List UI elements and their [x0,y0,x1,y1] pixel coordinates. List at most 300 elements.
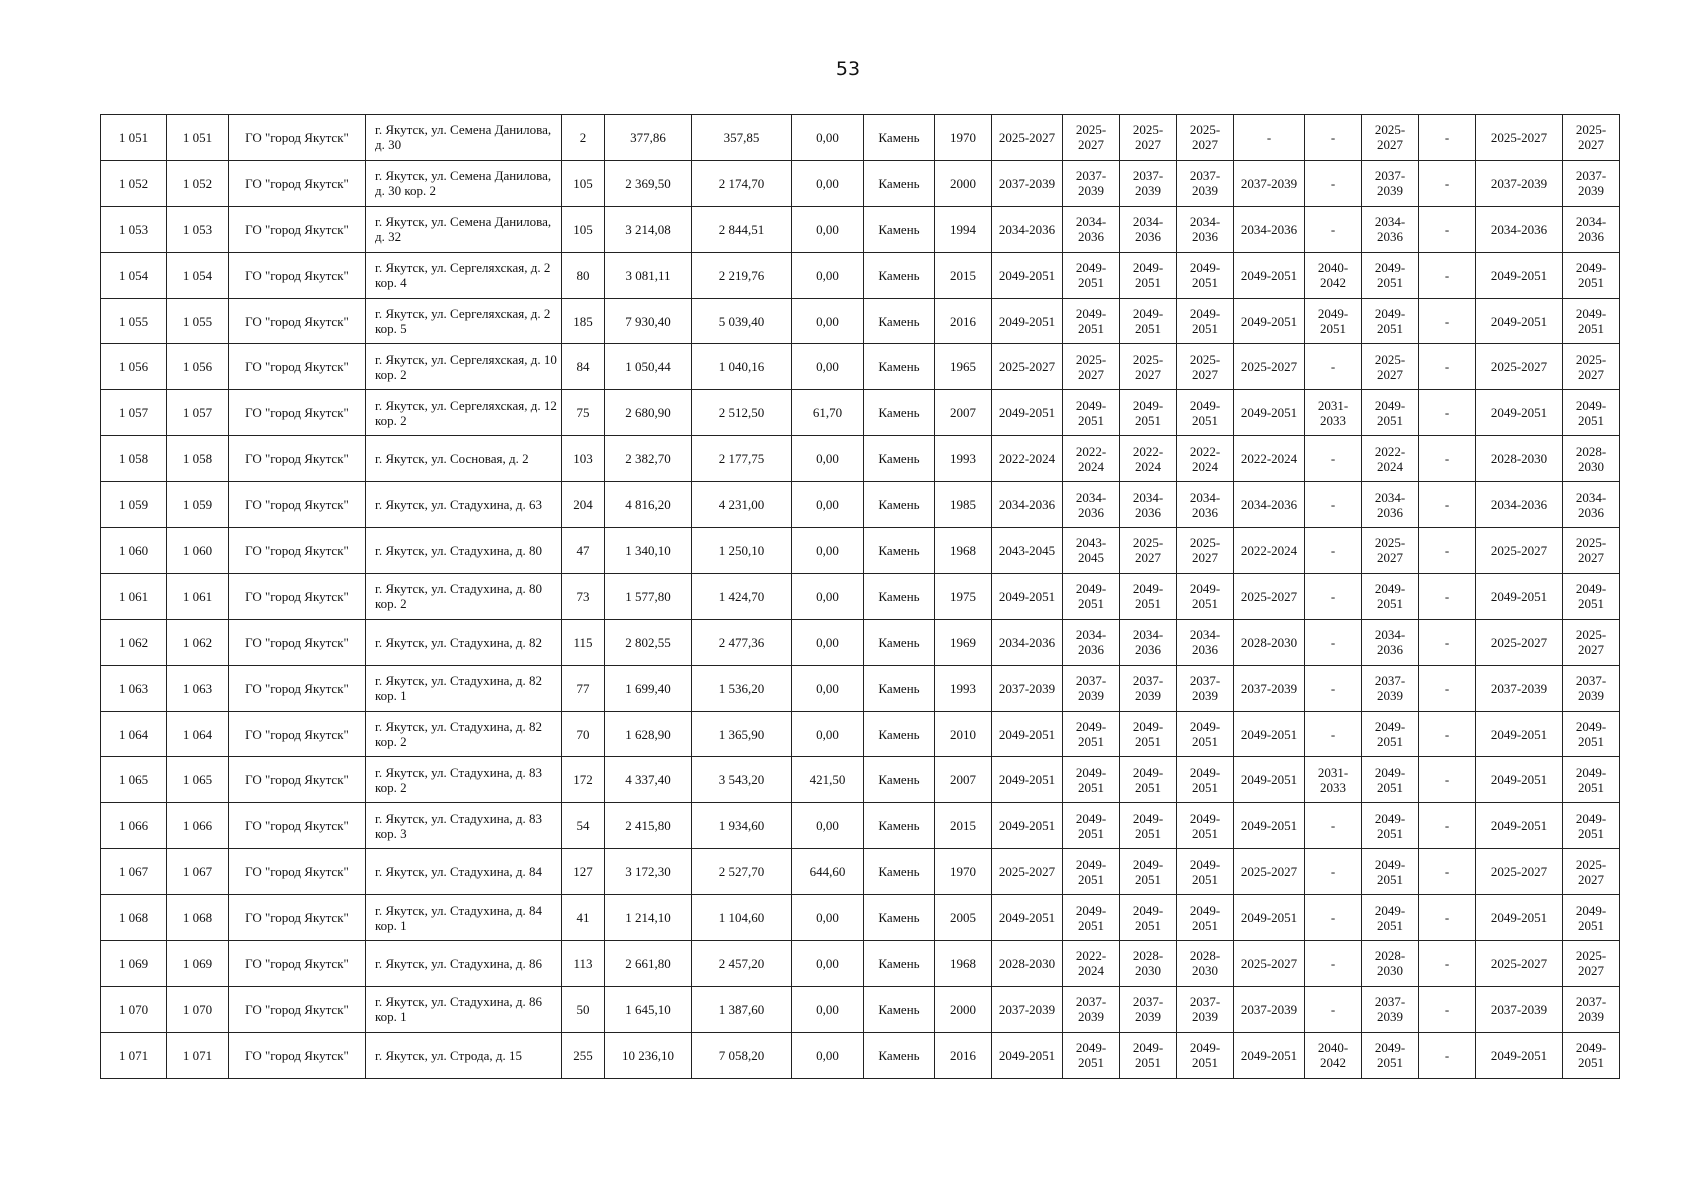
cell-address: г. Якутск, ул. Сосновая, д. 2 [366,436,562,482]
table-row [101,803,1620,849]
cell-residents: 70 [562,711,605,757]
cell-area-living: 2 844,51 [692,206,792,252]
cell-municipality: ГО "город Якутск" [229,528,366,574]
table-row [101,160,1620,206]
cell-period-5: 2022-2024 [1234,528,1305,574]
cell-area-living: 1 040,16 [692,344,792,390]
cell-row-number: 1 068 [101,895,167,941]
cell-period-3: 2025-2027 [1120,115,1177,161]
cell-house-number: 1 055 [167,298,229,344]
cell-period-7: 2049-2051 [1362,252,1419,298]
cell-year-built: 1975 [935,573,992,619]
cell-period-2: 2034-2036 [1063,619,1120,665]
cell-row-number: 1 065 [101,757,167,803]
cell-house-number: 1 059 [167,482,229,528]
cell-area-living: 2 174,70 [692,160,792,206]
cell-wall-material: Камень [864,482,935,528]
cell-period-4: 2049-2051 [1177,573,1234,619]
cell-area-living: 7 058,20 [692,1032,792,1078]
table-row [101,711,1620,757]
cell-area-living: 2 219,76 [692,252,792,298]
cell-period-10: 2025-2027 [1563,115,1620,161]
cell-area-nonresidential: 421,50 [792,757,864,803]
cell-period-7: 2049-2051 [1362,895,1419,941]
cell-address: г. Якутск, ул. Стадухина, д. 63 [366,482,562,528]
cell-house-number: 1 060 [167,528,229,574]
cell-area-living: 5 039,40 [692,298,792,344]
cell-house-number: 1 054 [167,252,229,298]
cell-municipality: ГО "город Якутск" [229,665,366,711]
cell-address: г. Якутск, ул. Семена Данилова, д. 32 [366,206,562,252]
cell-period-2: 2049-2051 [1063,803,1120,849]
cell-period-8: - [1419,436,1476,482]
cell-residents: 75 [562,390,605,436]
cell-row-number: 1 054 [101,252,167,298]
cell-period-10: 2025-2027 [1563,941,1620,987]
cell-area-total: 2 369,50 [605,160,692,206]
cell-residents: 105 [562,206,605,252]
cell-period-4: 2049-2051 [1177,1032,1234,1078]
cell-period-8: - [1419,528,1476,574]
cell-period-3: 2034-2036 [1120,482,1177,528]
cell-municipality: ГО "город Якутск" [229,1032,366,1078]
table-row [101,757,1620,803]
cell-period-7: 2037-2039 [1362,160,1419,206]
cell-period-10: 2025-2027 [1563,849,1620,895]
cell-period-1: 2037-2039 [992,665,1063,711]
cell-year-built: 1994 [935,206,992,252]
cell-period-1: 2049-2051 [992,1032,1063,1078]
cell-period-10: 2049-2051 [1563,252,1620,298]
cell-period-7: 2037-2039 [1362,986,1419,1032]
cell-period-2: 2022-2024 [1063,941,1120,987]
table-body [101,115,1620,1079]
cell-wall-material: Камень [864,941,935,987]
cell-period-9: 2034-2036 [1476,482,1563,528]
cell-area-total: 1 214,10 [605,895,692,941]
cell-period-8: - [1419,390,1476,436]
cell-period-4: 2034-2036 [1177,206,1234,252]
cell-period-10: 2049-2051 [1563,895,1620,941]
cell-period-5: 2049-2051 [1234,895,1305,941]
cell-year-built: 1993 [935,665,992,711]
cell-row-number: 1 071 [101,1032,167,1078]
cell-area-nonresidential: 0,00 [792,482,864,528]
cell-address: г. Якутск, ул. Стадухина, д. 82 [366,619,562,665]
cell-municipality: ГО "город Якутск" [229,711,366,757]
cell-area-total: 3 214,08 [605,206,692,252]
cell-period-7: 2034-2036 [1362,206,1419,252]
table-row [101,344,1620,390]
cell-area-nonresidential: 61,70 [792,390,864,436]
cell-area-nonresidential: 0,00 [792,1032,864,1078]
cell-period-5: 2049-2051 [1234,252,1305,298]
cell-area-total: 2 382,70 [605,436,692,482]
cell-period-6: - [1305,573,1362,619]
cell-house-number: 1 052 [167,160,229,206]
cell-address: г. Якутск, ул. Стадухина, д. 82 кор. 1 [366,665,562,711]
cell-wall-material: Камень [864,344,935,390]
cell-year-built: 2000 [935,986,992,1032]
cell-municipality: ГО "город Якутск" [229,482,366,528]
cell-period-10: 2037-2039 [1563,986,1620,1032]
cell-period-10: 2037-2039 [1563,665,1620,711]
cell-period-4: 2034-2036 [1177,619,1234,665]
cell-area-total: 4 816,20 [605,482,692,528]
cell-area-total: 1 340,10 [605,528,692,574]
cell-period-2: 2037-2039 [1063,986,1120,1032]
cell-period-6: - [1305,344,1362,390]
cell-year-built: 2005 [935,895,992,941]
page-number: 53 [835,58,861,80]
cell-period-7: 2049-2051 [1362,573,1419,619]
cell-period-7: 2025-2027 [1362,528,1419,574]
cell-area-nonresidential: 0,00 [792,528,864,574]
cell-period-6: - [1305,206,1362,252]
cell-period-6: 2040-2042 [1305,1032,1362,1078]
cell-wall-material: Камень [864,115,935,161]
cell-area-nonresidential: 0,00 [792,160,864,206]
cell-period-9: 2037-2039 [1476,665,1563,711]
cell-period-5: 2034-2036 [1234,482,1305,528]
cell-period-4: 2034-2036 [1177,482,1234,528]
cell-period-3: 2037-2039 [1120,160,1177,206]
cell-year-built: 2016 [935,298,992,344]
cell-row-number: 1 070 [101,986,167,1032]
cell-area-nonresidential: 0,00 [792,298,864,344]
cell-period-8: - [1419,115,1476,161]
cell-row-number: 1 059 [101,482,167,528]
cell-period-7: 2025-2027 [1362,115,1419,161]
cell-period-7: 2049-2051 [1362,803,1419,849]
cell-year-built: 1993 [935,436,992,482]
cell-address: г. Якутск, ул. Стадухина, д. 86 [366,941,562,987]
cell-period-3: 2049-2051 [1120,711,1177,757]
cell-period-8: - [1419,619,1476,665]
cell-period-2: 2034-2036 [1063,206,1120,252]
cell-period-9: 2049-2051 [1476,390,1563,436]
cell-period-5: 2049-2051 [1234,757,1305,803]
cell-period-7: 2028-2030 [1362,941,1419,987]
cell-row-number: 1 067 [101,849,167,895]
cell-period-5: - [1234,115,1305,161]
cell-address: г. Якутск, ул. Стадухина, д. 80 кор. 2 [366,573,562,619]
cell-period-3: 2049-2051 [1120,1032,1177,1078]
cell-period-6: - [1305,160,1362,206]
cell-period-3: 2049-2051 [1120,390,1177,436]
cell-municipality: ГО "город Якутск" [229,849,366,895]
cell-period-6: - [1305,711,1362,757]
cell-year-built: 2000 [935,160,992,206]
cell-area-total: 3 081,11 [605,252,692,298]
cell-period-4: 2025-2027 [1177,528,1234,574]
cell-period-10: 2049-2051 [1563,573,1620,619]
cell-area-living: 1 934,60 [692,803,792,849]
cell-area-nonresidential: 0,00 [792,115,864,161]
cell-period-9: 2025-2027 [1476,344,1563,390]
cell-period-2: 2022-2024 [1063,436,1120,482]
cell-address: г. Якутск, ул. Сергеляхская, д. 2 кор. 4 [366,252,562,298]
cell-period-10: 2025-2027 [1563,344,1620,390]
cell-period-9: 2025-2027 [1476,115,1563,161]
cell-residents: 204 [562,482,605,528]
cell-residents: 103 [562,436,605,482]
cell-period-9: 2025-2027 [1476,619,1563,665]
cell-row-number: 1 060 [101,528,167,574]
cell-period-1: 2037-2039 [992,986,1063,1032]
cell-address: г. Якутск, ул. Сергеляхская, д. 12 кор. 2 [366,390,562,436]
cell-wall-material: Камень [864,711,935,757]
cell-area-total: 7 930,40 [605,298,692,344]
cell-period-9: 2037-2039 [1476,160,1563,206]
cell-period-4: 2037-2039 [1177,665,1234,711]
cell-period-6: - [1305,482,1362,528]
cell-wall-material: Камень [864,390,935,436]
cell-period-10: 2049-2051 [1563,1032,1620,1078]
cell-period-4: 2037-2039 [1177,986,1234,1032]
cell-year-built: 1969 [935,619,992,665]
cell-period-5: 2037-2039 [1234,160,1305,206]
cell-area-living: 2 177,75 [692,436,792,482]
cell-period-5: 2028-2030 [1234,619,1305,665]
cell-area-total: 10 236,10 [605,1032,692,1078]
cell-row-number: 1 069 [101,941,167,987]
cell-period-10: 2049-2051 [1563,390,1620,436]
table-row [101,665,1620,711]
cell-municipality: ГО "город Якутск" [229,895,366,941]
cell-period-10: 2025-2027 [1563,528,1620,574]
cell-period-9: 2025-2027 [1476,941,1563,987]
cell-period-4: 2049-2051 [1177,803,1234,849]
cell-municipality: ГО "город Якутск" [229,941,366,987]
cell-year-built: 2007 [935,390,992,436]
cell-period-6: 2049-2051 [1305,298,1362,344]
cell-period-4: 2049-2051 [1177,298,1234,344]
cell-municipality: ГО "город Якутск" [229,160,366,206]
cell-period-9: 2034-2036 [1476,206,1563,252]
cell-period-9: 2049-2051 [1476,803,1563,849]
cell-area-nonresidential: 0,00 [792,895,864,941]
cell-period-8: - [1419,665,1476,711]
cell-row-number: 1 055 [101,298,167,344]
cell-wall-material: Камень [864,206,935,252]
cell-area-nonresidential: 0,00 [792,206,864,252]
cell-row-number: 1 061 [101,573,167,619]
cell-period-4: 2049-2051 [1177,390,1234,436]
cell-address: г. Якутск, ул. Сергеляхская, д. 10 кор. 2 [366,344,562,390]
cell-area-total: 2 661,80 [605,941,692,987]
cell-residents: 113 [562,941,605,987]
cell-period-1: 2049-2051 [992,711,1063,757]
cell-period-6: 2040-2042 [1305,252,1362,298]
table-row [101,619,1620,665]
cell-house-number: 1 056 [167,344,229,390]
cell-period-6: 2031-2033 [1305,757,1362,803]
cell-area-living: 1 536,20 [692,665,792,711]
cell-period-7: 2049-2051 [1362,1032,1419,1078]
cell-period-7: 2034-2036 [1362,619,1419,665]
cell-house-number: 1 068 [167,895,229,941]
cell-year-built: 2016 [935,1032,992,1078]
table-row [101,298,1620,344]
cell-address: г. Якутск, ул. Стадухина, д. 86 кор. 1 [366,986,562,1032]
cell-period-4: 2049-2051 [1177,849,1234,895]
cell-period-2: 2037-2039 [1063,160,1120,206]
cell-municipality: ГО "город Якутск" [229,115,366,161]
cell-period-1: 2037-2039 [992,160,1063,206]
cell-period-9: 2049-2051 [1476,1032,1563,1078]
cell-row-number: 1 066 [101,803,167,849]
cell-period-8: - [1419,1032,1476,1078]
cell-row-number: 1 051 [101,115,167,161]
cell-house-number: 1 065 [167,757,229,803]
cell-period-8: - [1419,206,1476,252]
cell-period-10: 2037-2039 [1563,160,1620,206]
cell-period-7: 2022-2024 [1362,436,1419,482]
cell-area-nonresidential: 0,00 [792,252,864,298]
table-row [101,436,1620,482]
cell-wall-material: Камень [864,252,935,298]
cell-period-3: 2049-2051 [1120,803,1177,849]
cell-area-total: 377,86 [605,115,692,161]
cell-period-8: - [1419,344,1476,390]
cell-area-total: 2 802,55 [605,619,692,665]
cell-wall-material: Камень [864,436,935,482]
cell-period-2: 2049-2051 [1063,849,1120,895]
cell-area-living: 1 104,60 [692,895,792,941]
cell-residents: 172 [562,757,605,803]
cell-wall-material: Камень [864,573,935,619]
cell-period-8: - [1419,573,1476,619]
cell-period-5: 2049-2051 [1234,803,1305,849]
table-row [101,252,1620,298]
cell-row-number: 1 057 [101,390,167,436]
cell-period-8: - [1419,252,1476,298]
cell-year-built: 2007 [935,757,992,803]
cell-house-number: 1 051 [167,115,229,161]
cell-municipality: ГО "город Якутск" [229,344,366,390]
cell-area-living: 4 231,00 [692,482,792,528]
cell-address: г. Якутск, ул. Стадухина, д. 82 кор. 2 [366,711,562,757]
cell-wall-material: Камень [864,160,935,206]
cell-period-5: 2022-2024 [1234,436,1305,482]
cell-period-1: 2025-2027 [992,344,1063,390]
cell-row-number: 1 056 [101,344,167,390]
cell-period-5: 2049-2051 [1234,1032,1305,1078]
cell-period-8: - [1419,803,1476,849]
table-row [101,482,1620,528]
cell-municipality: ГО "город Якутск" [229,252,366,298]
cell-period-1: 2049-2051 [992,895,1063,941]
cell-period-3: 2022-2024 [1120,436,1177,482]
cell-period-1: 2049-2051 [992,757,1063,803]
table-row [101,528,1620,574]
cell-period-3: 2037-2039 [1120,665,1177,711]
cell-address: г. Якутск, ул. Стадухина, д. 80 [366,528,562,574]
cell-period-8: - [1419,160,1476,206]
cell-year-built: 1965 [935,344,992,390]
cell-period-2: 2037-2039 [1063,665,1120,711]
cell-area-living: 1 250,10 [692,528,792,574]
cell-period-6: - [1305,115,1362,161]
cell-year-built: 1968 [935,941,992,987]
cell-period-1: 2049-2051 [992,390,1063,436]
cell-address: г. Якутск, ул. Стадухина, д. 83 кор. 3 [366,803,562,849]
cell-area-total: 2 415,80 [605,803,692,849]
cell-year-built: 1970 [935,849,992,895]
cell-period-8: - [1419,482,1476,528]
cell-address: г. Якутск, ул. Семена Данилова, д. 30 [366,115,562,161]
cell-period-2: 2049-2051 [1063,390,1120,436]
cell-period-4: 2049-2051 [1177,252,1234,298]
cell-wall-material: Камень [864,803,935,849]
cell-house-number: 1 069 [167,941,229,987]
cell-area-living: 2 527,70 [692,849,792,895]
cell-area-living: 3 543,20 [692,757,792,803]
cell-period-3: 2049-2051 [1120,573,1177,619]
cell-house-number: 1 067 [167,849,229,895]
cell-municipality: ГО "город Якутск" [229,206,366,252]
cell-period-3: 2025-2027 [1120,528,1177,574]
cell-residents: 115 [562,619,605,665]
cell-period-2: 2049-2051 [1063,711,1120,757]
cell-residents: 73 [562,573,605,619]
cell-address: г. Якутск, ул. Семена Данилова, д. 30 кор. 2 [366,160,562,206]
cell-period-5: 2049-2051 [1234,390,1305,436]
cell-residents: 255 [562,1032,605,1078]
cell-area-living: 1 424,70 [692,573,792,619]
cell-period-1: 2043-2045 [992,528,1063,574]
cell-residents: 80 [562,252,605,298]
cell-period-4: 2028-2030 [1177,941,1234,987]
cell-row-number: 1 063 [101,665,167,711]
table-row [101,115,1620,161]
cell-address: г. Якутск, ул. Строда, д. 15 [366,1032,562,1078]
cell-year-built: 1985 [935,482,992,528]
table-row [101,573,1620,619]
cell-period-1: 2049-2051 [992,803,1063,849]
cell-house-number: 1 057 [167,390,229,436]
cell-period-5: 2037-2039 [1234,665,1305,711]
cell-house-number: 1 063 [167,665,229,711]
cell-area-nonresidential: 0,00 [792,665,864,711]
cell-period-1: 2025-2027 [992,849,1063,895]
cell-period-5: 2049-2051 [1234,298,1305,344]
cell-period-5: 2025-2027 [1234,941,1305,987]
cell-residents: 105 [562,160,605,206]
cell-house-number: 1 066 [167,803,229,849]
cell-period-2: 2043-2045 [1063,528,1120,574]
cell-period-2: 2025-2027 [1063,344,1120,390]
cell-area-nonresidential: 0,00 [792,436,864,482]
cell-period-9: 2037-2039 [1476,986,1563,1032]
cell-area-living: 2 457,20 [692,941,792,987]
cell-residents: 47 [562,528,605,574]
cell-wall-material: Камень [864,619,935,665]
cell-period-9: 2049-2051 [1476,252,1563,298]
cell-residents: 84 [562,344,605,390]
cell-period-9: 2025-2027 [1476,528,1563,574]
cell-period-1: 2034-2036 [992,619,1063,665]
cell-area-total: 1 699,40 [605,665,692,711]
cell-period-6: - [1305,665,1362,711]
cell-house-number: 1 061 [167,573,229,619]
cell-residents: 185 [562,298,605,344]
table-row [101,206,1620,252]
cell-period-10: 2025-2027 [1563,619,1620,665]
cell-address: г. Якутск, ул. Сергеляхская, д. 2 кор. 5 [366,298,562,344]
cell-period-2: 2049-2051 [1063,573,1120,619]
